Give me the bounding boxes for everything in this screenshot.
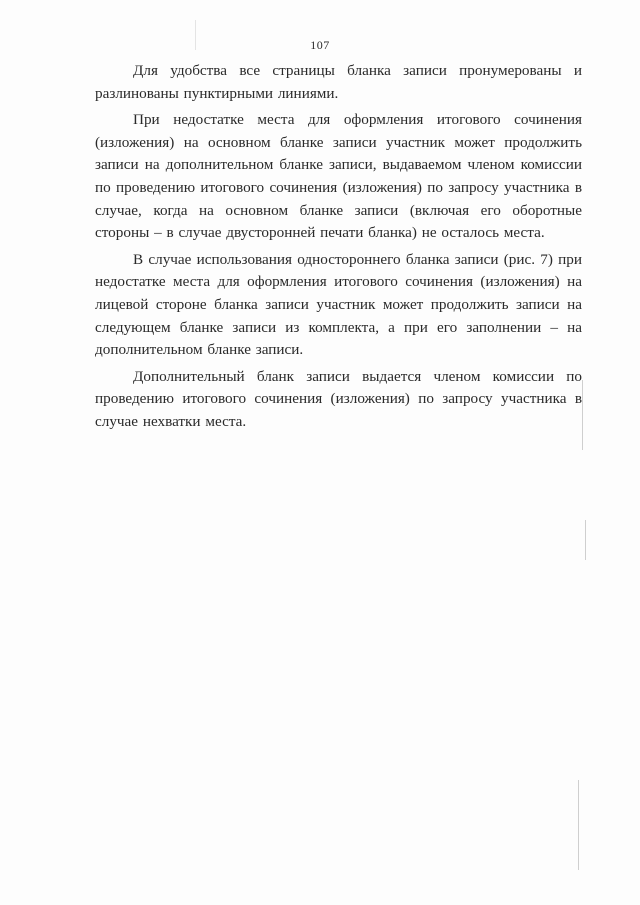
paragraph-1: Для удобства все страницы бланка записи пронумерованы и разлинованы пунктирными линиями. [95,62,582,102]
paragraph-2: При недостатке места для оформления итогового сочинения (изложения) на основном бланке записи участник может продолжить записи на дополнительном бланке записи, выдаваемом членом комиссии по проведению итогового сочинения (изложения) по запросу участника в случае, когда на основном бланке записи (включая его оборотные стороны – в случае двусторонней печати бланка) не осталось места. [95,111,582,242]
scan-artifact [195,20,196,50]
paragraph-4: Дополнительный бланк записи выдается членом комиссии по проведению итогового сочинения (изложения) по запросу участника в случае нехватки места. [95,367,582,430]
paragraph-3: В случае использования одностороннего бланка записи (рис. 7) при недостатке места для оформления итогового сочинения (изложения) на лицевой стороне бланка записи участник может продолжить записи на следующем бланке записи из комплекта, а при его заполнении – на дополнительном бланке записи. [95,250,582,359]
scan-artifact [578,780,579,870]
scan-artifact [582,380,583,450]
scan-artifact [585,520,586,560]
document-body [95,60,582,438]
page-number: 107 [310,38,330,52]
